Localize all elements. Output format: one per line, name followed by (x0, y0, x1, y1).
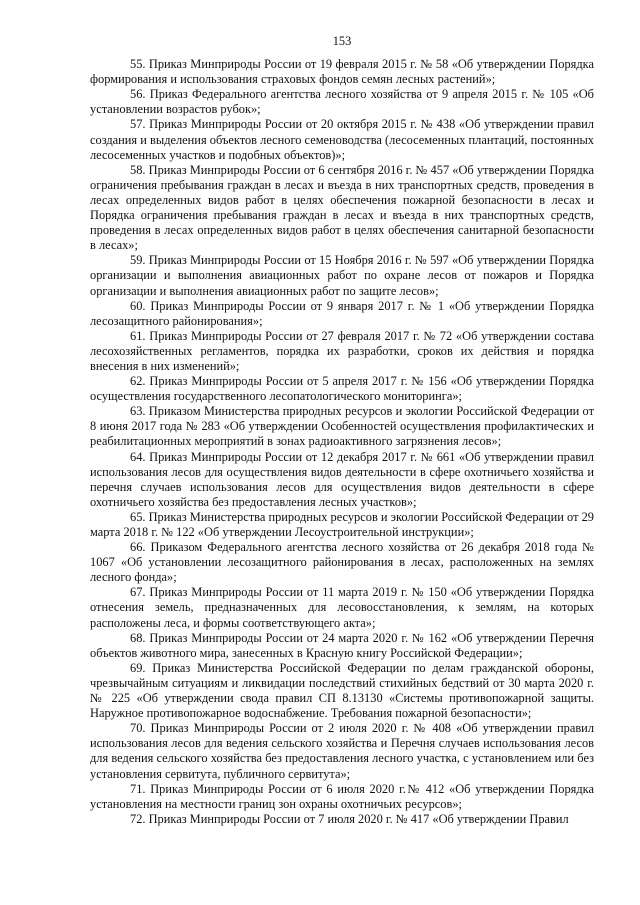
list-item: 57. Приказ Минприроды России от 20 октября 2015 г. № 438 «Об утверждении правил создания и выделения объектов лесного семеноводства (лесосеменных плантаций, постоянных лесосеменных участков и подобных объектов)»; (90, 117, 594, 162)
list-item: 69. Приказ Министерства Российской Федерации по делам гражданской обороны, чрезвычайным ситуациям и ликвидации последствий стихийных бедствий от 30 марта 2020 г. № 225 «Об утверждении свода правил СП 8.13130 «Системы противопожарной защиты. Наружное противопожарное водоснабжение. Требования пожарной безопасности»; (90, 660, 594, 721)
list-item: 58. Приказ Минприроды России от 6 сентября 2016 г. № 457 «Об утверждении Порядка ограничения пребывания граждан в лесах и въезда в них транспортных средств, проведения в лесах определенных видов работ в целях обеспечения пожарной безопасности в лесах и Порядка ограничения пребывания граждан в лесах и въезда в них транспортных средств, проведения в лесах определенных видов работ в целях обеспечения санитарной безопасности в лесах»; (90, 162, 594, 253)
page-number: 153 (332, 34, 352, 48)
list-item: 72. Приказ Минприроды России от 7 июля 2020 г. № 417 «Об утверждении Правил (130, 811, 569, 826)
list-item: 66. Приказом Федерального агентства лесного хозяйства от 26 декабря 2018 года № 1067 «Об установлении лесозащитного районирования в лесах, расположенных на землях лесного фонда»; (90, 540, 594, 585)
list-item: 62. Приказ Минприроды России от 5 апреля 2017 г. № 156 «Об утверждении Порядка осуществления государственного лесопатологического мониторинга»; (90, 374, 594, 404)
list-item: 65. Приказ Министерства природных ресурсов и экологии Российской Федерации от 29 марта 2018 г. № 122 «Об утверждении Лесоустроительной инструкции»; (90, 509, 594, 539)
list-item: 59. Приказ Минприроды России от 15 Ноября 2016 г. № 597 «Об утверждении Порядка организации и выполнения авиационных работ по охране лесов от пожаров и Порядка организации и выполнения авиационных работ по защите лесов»; (90, 253, 594, 298)
list-item: 56. Приказ Федерального агентства лесного хозяйства от 9 апреля 2015 г. № 105 «Об установлении возрастов рубок»; (90, 87, 594, 117)
list-item: 71. Приказ Минприроды России от 6 июля 2020 г.№ 412 «Об утверждении Порядка установления на местности границ зон охраны охотничьих ресурсов»; (90, 781, 594, 811)
list-item: 61. Приказ Минприроды России от 27 февраля 2017 г. № 72 «Об утверждении состава лесохозяйственных регламентов, порядка их разработки, сроков их действия и порядка внесения в них изменений»; (90, 328, 594, 373)
list-item: 63. Приказом Министерства природных ресурсов и экологии Российской Федерации от 8 июня 2017 года № 283 «Об утверждении Особенностей осуществления профилактических и реабилитационных мероприятий в зонах радиоактивного загрязнения лесов»; (90, 404, 594, 449)
list-item: 64. Приказ Минприроды России от 12 декабря 2017 г. № 661 «Об утверждении правил использования лесов для осуществления видов деятельности в сфере охотничьего хозяйства и перечня случаев использования лесов для осуществления видов деятельности в сфере охотничьего хозяйства без предоставления лесных участков»; (90, 449, 594, 509)
numbered-list (90, 57, 594, 827)
document-page (90, 34, 594, 827)
list-item: 70. Приказ Минприроды России от 2 июля 2020 г. № 408 «Об утверждении правил использования лесов для ведения сельского хозяйства и Перечня случаев использования лесов для ведения сельского хозяйства без предоставления лесного участка, с установлением или без установления сервитута, публичного сервитута»; (90, 721, 594, 781)
list-item: 67. Приказ Минприроды России от 11 марта 2019 г. № 150 «Об утверждении Порядка отнесения земель, предназначенных для лесовосстановления, к землям, на которых расположены леса, и формы соответствующего акта»; (90, 585, 594, 630)
list-item: 60. Приказ Минприроды России от 9 января 2017 г. № 1 «Об утверждении Порядка лесозащитного районирования»; (90, 298, 594, 328)
list-item: 68. Приказ Минприроды России от 24 марта 2020 г. № 162 «Об утверждении Перечня объектов животного мира, занесенных в Красную книгу Российской Федерации»; (90, 630, 594, 660)
list-item: 55. Приказ Минприроды России от 19 февраля 2015 г. № 58 «Об утверждении Порядка формирования и использования страховых фондов семян лесных растений»; (90, 57, 594, 87)
